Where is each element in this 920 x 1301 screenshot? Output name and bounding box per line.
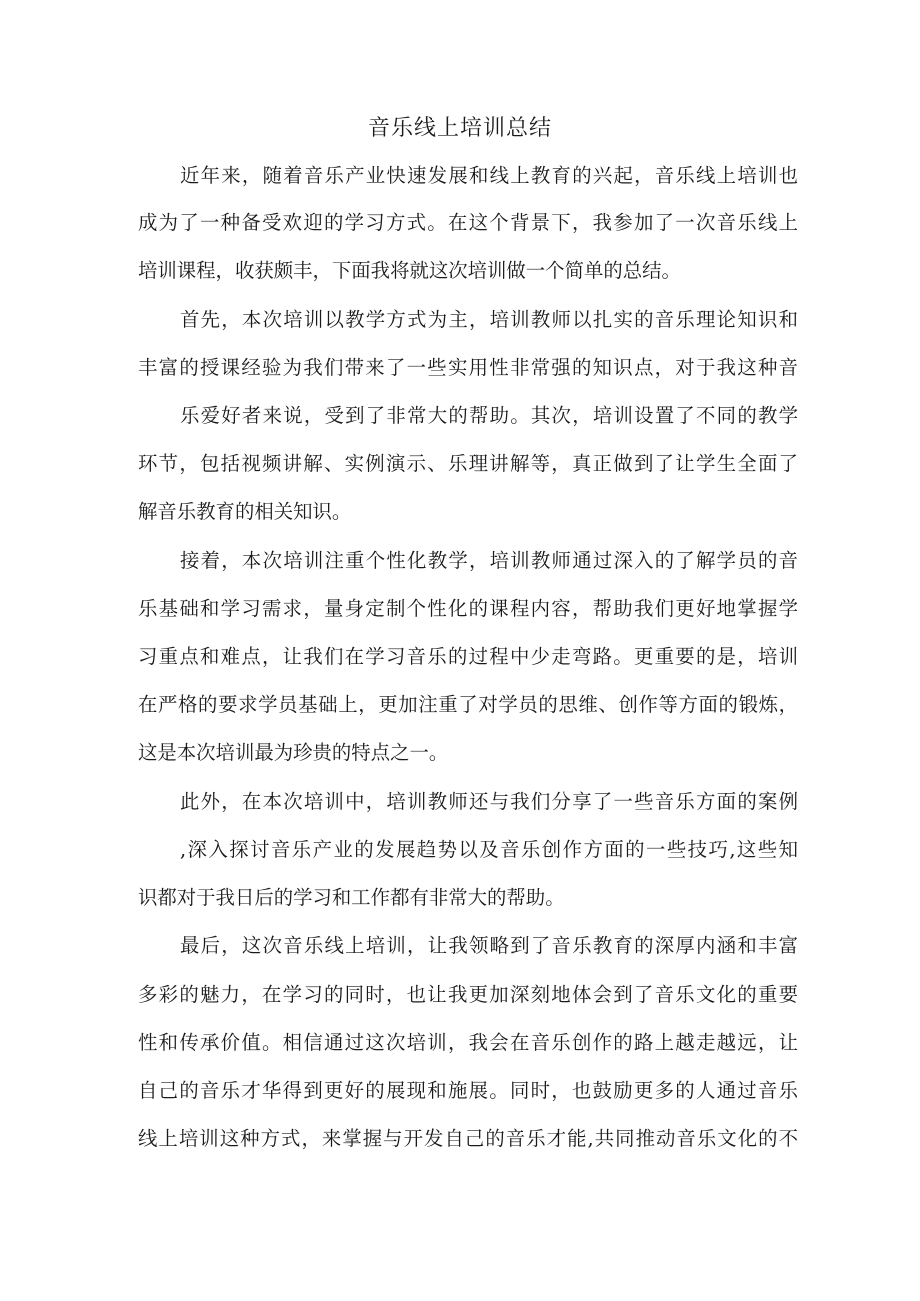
text-line: 在严格的要求学员基础上，更加注重了对学员的思维、创作等方面的锻炼，: [138, 693, 798, 716]
text-line: 多彩的魅力，在学习的同时，也让我更加深刻地体会到了音乐文化的重要: [138, 983, 798, 1006]
text-line: 近年来，随着音乐产业快速发展和线上教育的兴起，音乐线上培训也: [180, 164, 798, 187]
text-line: 习重点和难点，让我们在学习音乐的过程中少走弯路。更重要的是，培训: [138, 645, 798, 668]
text-line: 这是本次培训最为珍贵的特点之一。: [138, 741, 449, 764]
text-line: 最后，这次音乐线上培训，让我领略到了音乐教育的深厚内涵和丰富: [180, 934, 798, 957]
text-line: 乐基础和学习需求，量身定制个性化的课程内容，帮助我们更好地掌握学: [138, 597, 798, 620]
text-line: 成为了一种备受欢迎的学习方式。在这个背景下，我参加了一次音乐线上: [138, 211, 798, 234]
text-line: 丰富的授课经验为我们带来了一些实用性非常强的知识点，对于我这种音: [138, 356, 798, 379]
text-line: 乐爱好者来说，受到了非常大的帮助。其次，培训设置了不同的教学: [180, 404, 798, 427]
text-line: 解音乐教育的相关知识。: [138, 500, 352, 523]
text-line: 线上培训这种方式，来掌握与开发自己的音乐才能,共同推动音乐文化的不: [138, 1127, 798, 1150]
text-line: ,深入探讨音乐产业的发展趋势以及音乐创作方面的一些技巧,这些知: [180, 838, 798, 861]
text-line: 性和传承价值。相信通过这次培训，我会在音乐创作的路上越走越远，让: [138, 1031, 798, 1054]
text-line: 自己的音乐才华得到更好的展现和施展。同时，也鼓励更多的人通过音乐: [138, 1079, 798, 1102]
text-line: 识都对于我日后的学习和工作都有非常大的帮助。: [138, 886, 565, 909]
text-line: 培训课程，收获颇丰，下面我将就这次培训做一个简单的总结。: [138, 259, 681, 282]
text-line: 首先，本次培训以教学方式为主，培训教师以扎实的音乐理论知识和: [180, 308, 798, 331]
document-title: 音乐线上培训总结: [367, 116, 552, 141]
text-line: 此外，在本次培训中，培训教师还与我们分享了一些音乐方面的案例: [180, 790, 798, 813]
text-line: 环节，包括视频讲解、实例演示、乐理讲解等，真正做到了让学生全面了: [138, 452, 798, 475]
text-line: 接着，本次培训注重个性化教学，培训教师通过深入的了解学员的音: [180, 549, 798, 572]
